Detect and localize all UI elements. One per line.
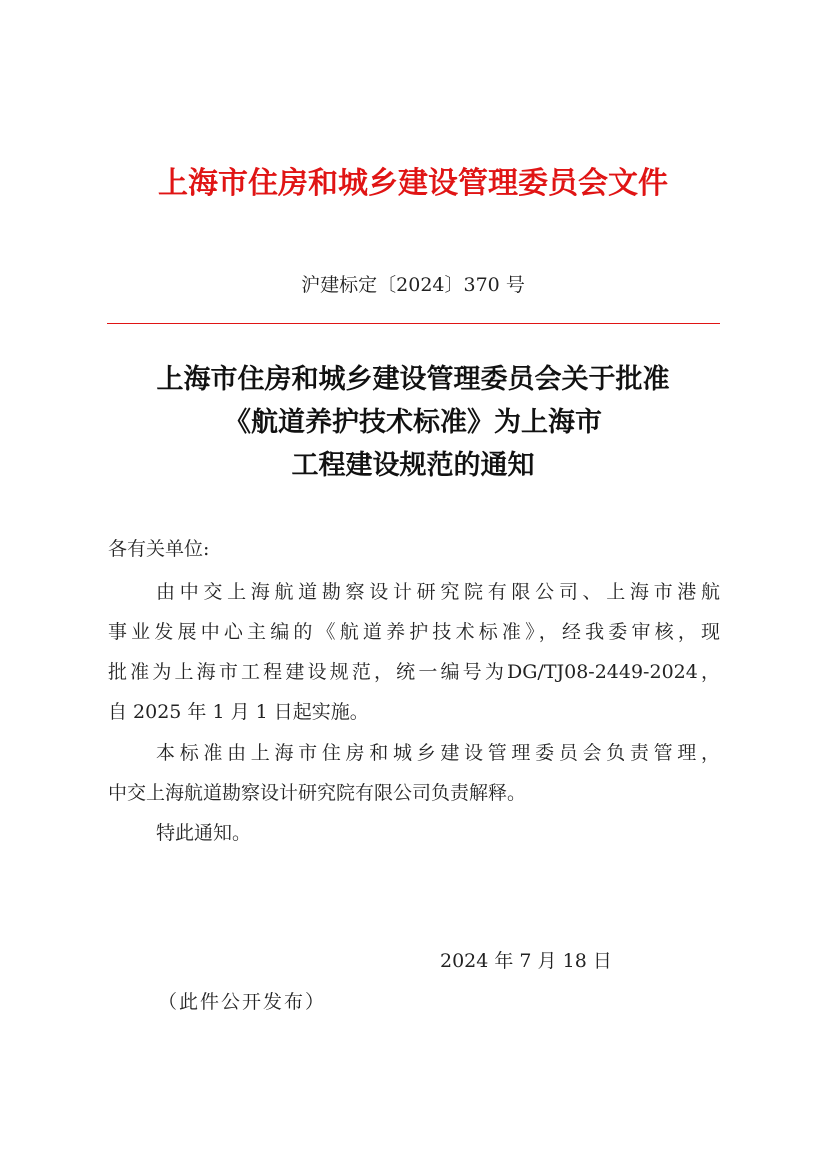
paragraph-approval-line-2: 事业发展中心主编的《航道养护技术标准》，经我委审核，现: [108, 621, 720, 643]
notice-title: [0, 358, 826, 487]
red-divider-line: [107, 323, 720, 324]
paragraph-approval-line-1: 由中交上海航道勘察设计研究院有限公司、上海市港航: [156, 581, 720, 603]
notice-title-line-3: 工程建设规范的通知: [291, 450, 535, 481]
closing-text: 特此通知。: [156, 822, 252, 844]
paragraph-management-line-2: 中交上海航道勘察设计研究院有限公司负责解释。: [108, 782, 527, 804]
paragraph-approval: [108, 572, 720, 732]
document-number: 沪建标定〔2024〕370 号: [301, 274, 525, 296]
issuer-header-title: 上海市住房和城乡建设管理委员会文件: [158, 166, 668, 201]
issue-date: 2024 年 7 月 18 日: [440, 950, 612, 972]
paragraph-management: [108, 733, 720, 813]
paragraph-management-line-1: 本标准由上海市住房和城乡建设管理委员会负责管理，: [156, 742, 720, 764]
paragraph-approval-line-3: 批准为上海市工程建设规范，统一编号为DG/TJ08-2449-2024，: [108, 661, 720, 683]
notice-title-line-1: 上海市住房和城乡建设管理委员会关于批准: [156, 364, 670, 395]
notice-title-line-2: 《航道养护技术标准》为上海市: [224, 407, 602, 438]
salutation: 各有关单位:: [108, 538, 210, 560]
paragraph-approval-line-4: 自 2025 年 1 月 1 日起实施。: [108, 701, 369, 723]
publication-note: （此件公开发布）: [158, 991, 327, 1013]
paragraph-closing: [108, 813, 720, 853]
